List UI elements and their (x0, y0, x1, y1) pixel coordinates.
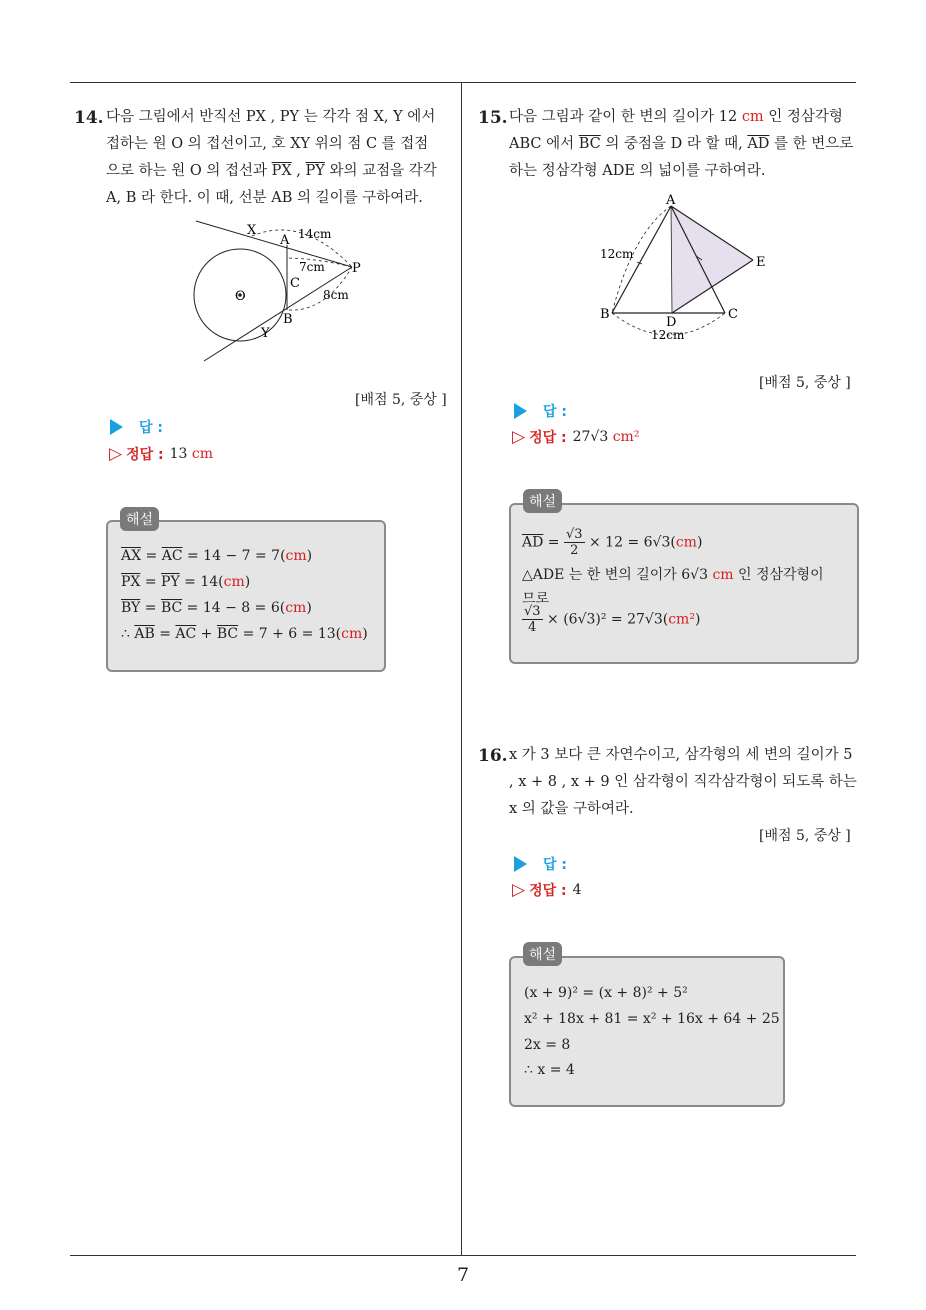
q16-line1: x 가 3 보다 큰 자연수이고, 삼각형의 세 변의 길이가 5 (509, 747, 853, 763)
fraction (564, 527, 585, 558)
text: = 7 + 6 = 13( (238, 626, 342, 642)
segment: $\overline{AD}$ (522, 534, 544, 551)
segment: $\overline{BC}$ (216, 626, 239, 642)
text: = (141, 548, 162, 564)
segment: $\overline{BY}$ (121, 600, 141, 616)
label-c: C (728, 307, 738, 322)
solution-line (522, 564, 824, 584)
text: △ADE 는 한 변의 길이가 6√3 (522, 567, 713, 583)
text: 의 중점을 D 라 할 때, (600, 136, 748, 152)
ray-py: $\overline{PY}$ (305, 163, 325, 179)
label-p: P (352, 261, 361, 276)
solution-line (522, 527, 702, 558)
solution-box (509, 956, 785, 1107)
length-7cm: 7cm (299, 260, 325, 274)
unit: cm² (668, 611, 695, 628)
unit: cm (712, 567, 734, 583)
score-label: [배점 5, 중상 ] (759, 828, 851, 844)
unit: cm (741, 109, 764, 125)
q16-line2: , x + 8 , x + 9 인 삼각형이 직각삼각형이 되도록 하는 (509, 774, 857, 790)
text: 으로 하는 원 O 의 접선과 (106, 163, 272, 179)
answer-row (514, 854, 567, 874)
text: 인 정삼각형이 (733, 567, 824, 583)
page-number: 7 (456, 1264, 470, 1286)
solution-tag: 해설 (523, 489, 562, 513)
segment: $\overline{BC}$ (160, 600, 183, 616)
solution-tag: 해설 (120, 507, 159, 531)
text: = 14( (179, 574, 224, 590)
score-label: [배점 5, 중상 ] (759, 375, 851, 391)
segment: $\overline{PY}$ (161, 574, 180, 590)
play-icon (514, 403, 527, 419)
length-base: 12cm (651, 328, 685, 342)
play-icon (110, 419, 123, 435)
q15-line1 (509, 104, 859, 131)
segment: $\overline{AC}$ (175, 626, 197, 642)
column-divider (461, 82, 462, 1255)
correct-answer-row (512, 427, 639, 447)
label-a: A (666, 193, 676, 208)
text: × (6√3)² = 27√3( (542, 611, 669, 628)
segment: $\overline{AC}$ (161, 548, 183, 564)
numerator: √3 (524, 604, 541, 619)
numerator: √3 (565, 527, 583, 542)
outline-play-icon: ▷ (109, 444, 123, 464)
text: 인 정삼각형 (763, 109, 843, 125)
solution-line: x² + 18x + 81 = x² + 16x + 64 + 25 (524, 1011, 780, 1027)
label-x: X (247, 223, 257, 238)
q14-line3 (106, 158, 456, 185)
segment: $\overline{PX}$ (121, 574, 141, 590)
q15-figure (595, 192, 775, 347)
length-side: 12cm (600, 247, 634, 261)
text: ) (362, 626, 368, 642)
correct-unit: cm² (612, 429, 640, 445)
unit: cm (341, 626, 363, 642)
label-b: B (600, 307, 610, 322)
solution-tag: 해설 (523, 942, 562, 966)
text: = 14 − 8 = 6( (182, 600, 286, 616)
text: + (196, 626, 217, 642)
text: 를 한 변으로 (769, 136, 854, 152)
solution-line (121, 626, 368, 642)
segment: $\overline{AD}$ (747, 136, 770, 152)
q16-line3: x 의 값을 구하여라. (509, 801, 634, 817)
q14-figure (190, 215, 380, 365)
correct-value: 4 (572, 882, 582, 898)
solution-line: (x + 9)² = (x + 8)² + 5² (524, 985, 688, 1001)
answer-label: 답 : (543, 404, 567, 420)
text: = (140, 574, 162, 590)
text: = (140, 600, 161, 616)
label-a: A (280, 233, 290, 248)
question-text (106, 104, 456, 212)
correct-label: 정답 : (529, 430, 567, 446)
bottom-rule (70, 1255, 856, 1256)
text: ABC 에서 (509, 136, 579, 152)
answer-label: 답 : (543, 857, 567, 873)
score-label: [배점 5, 중상 ] (355, 392, 447, 408)
text: ) (306, 548, 313, 564)
q14-line4: A, B 라 한다. 이 때, 선분 AB 의 길이를 구하여라. (106, 190, 423, 206)
answer-label: 답 : (139, 420, 163, 436)
length-8cm: 8cm (323, 288, 349, 302)
correct-label: 정답 : (126, 447, 164, 463)
solution-line (522, 604, 700, 635)
q15-line2 (509, 131, 859, 158)
solution-line (121, 600, 312, 616)
correct-value: 27√3 (572, 429, 609, 445)
denominator: 4 (528, 620, 537, 635)
text: ) (694, 611, 701, 628)
solution-line: ∴ x = 4 (524, 1062, 575, 1078)
label-y: Y (261, 326, 270, 341)
text: = (154, 626, 176, 642)
fraction (522, 604, 543, 635)
correct-answer-row (109, 444, 213, 464)
solution-line (121, 574, 250, 590)
play-icon (514, 856, 527, 872)
label-o: O (235, 289, 246, 304)
solution-line (121, 548, 312, 564)
q14-line1: 다음 그림에서 반직선 PX , PY 는 각각 점 X, Y 에서 (106, 109, 436, 125)
question-number: 15. (478, 108, 508, 128)
solution-box (106, 520, 386, 672)
correct-unit: cm (191, 446, 214, 462)
text: = 14 − 7 = 7( (182, 548, 286, 564)
label-d: D (666, 315, 677, 330)
solution-line: 2x = 8 (524, 1037, 571, 1053)
question-number: 14. (74, 108, 104, 128)
text: 와의 교점을 각각 (324, 163, 437, 179)
answer-row (110, 417, 163, 437)
unit: cm (285, 600, 307, 616)
answer-row (514, 401, 567, 421)
segment: $\overline{AX}$ (121, 548, 142, 564)
q14-line2: 접하는 원 O 의 접선이고, 호 XY 위의 점 C 를 접점 (106, 136, 429, 152)
label-e: E (756, 255, 766, 270)
text: ) (306, 600, 312, 616)
denominator: 2 (570, 543, 579, 558)
ray-px: $\overline{PX}$ (271, 163, 292, 179)
correct-value: 13 (169, 446, 188, 462)
text: ∴ (121, 626, 135, 642)
question-text (509, 104, 859, 185)
unit: cm (285, 548, 307, 564)
unit: cm (223, 574, 245, 590)
question-number: 16. (478, 746, 508, 766)
question-text (509, 742, 859, 823)
length-14cm: 14cm (298, 227, 332, 241)
text: ) (696, 534, 703, 551)
q15-line3: 하는 정삼각형 ADE 의 넓이를 구하여라. (509, 163, 766, 179)
correct-answer-row (512, 880, 582, 900)
text: , (291, 163, 306, 179)
correct-label: 정답 : (529, 883, 567, 899)
outline-play-icon: ▷ (512, 880, 526, 900)
solution-box (509, 503, 859, 664)
text: ) (244, 574, 251, 590)
solution-line: 므로 (522, 591, 550, 607)
top-rule (70, 82, 856, 83)
segment: $\overline{BC}$ (578, 136, 601, 152)
text: 다음 그림과 같이 한 변의 길이가 12 (509, 109, 742, 125)
text: = (543, 534, 564, 551)
text: × 12 = 6√3( (584, 534, 676, 551)
label-b: B (283, 312, 293, 327)
label-c: C (290, 276, 300, 291)
outline-play-icon: ▷ (512, 427, 526, 447)
segment: $\overline{AB}$ (134, 626, 155, 642)
unit: cm (675, 534, 697, 551)
